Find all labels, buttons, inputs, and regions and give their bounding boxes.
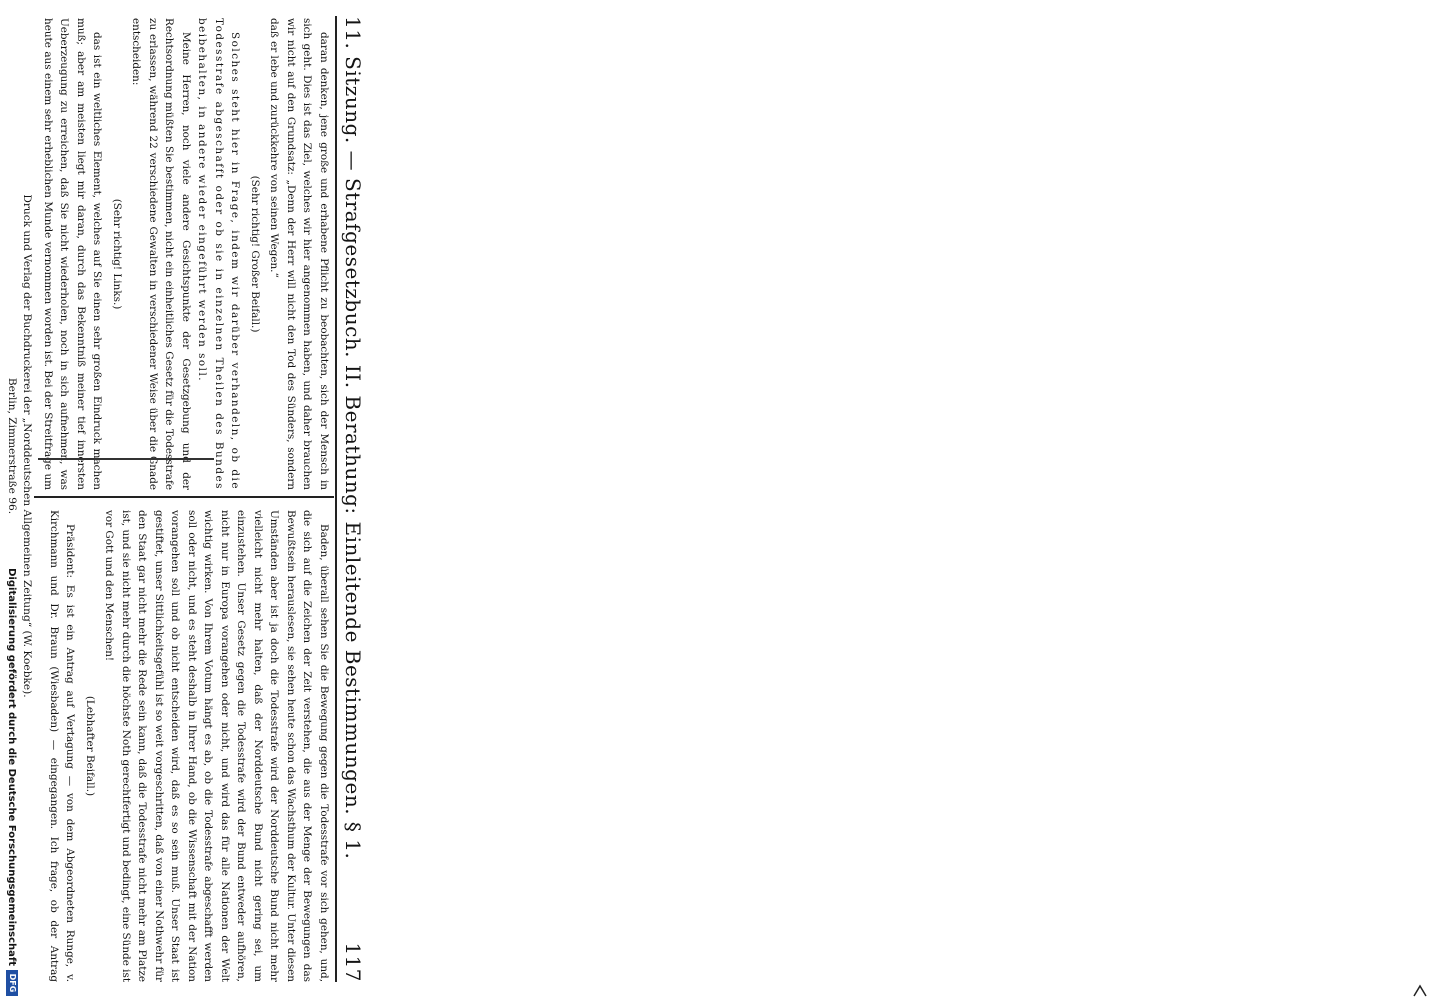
digitization-footer — [4, 16, 20, 996]
page-number: 117 — [341, 942, 365, 982]
interjection: (Lebhafter Beifall.) — [84, 695, 96, 797]
paragraph: Präsident: Es ist ein Antrag auf Vertagung — von dem Abgeordneten Runge, v. Kirchmann und Dr. Braun (Wiesbaden) — eingegangen. Ich frage, ob der Antrag — [48, 510, 77, 982]
imprint-line: Berlin, Zimmerstraße 96. — [6, 377, 18, 515]
paragraph: Solches steht hier in Frage, indem wir darüber verhandeln, ob die Todesstrafe abgeschafft oder ob sie in einzelnen Theilen des Bundes beibehalten, in andere wieder eingeführt werden soll. — [196, 18, 242, 490]
header-title: 11. Sitzung. — Strafgesetzbuch. II. Berathung: Einleitende Bestimmungen. § 1. — [341, 16, 365, 860]
imprint-line: Druck und Verlag der Buchdruckerei der „Norddeutschen Allgemeinen Zeitung“ (W. Koebke). — [21, 194, 33, 698]
paragraph: das ist ein weltliches Element, welches auf Sie einen sehr großen Eindruck machen muß; aber am meisten liegt mir daran, durch das Bekenntniß meiner tief innersten Ueberzeugung zu erreichen, daß Sie nicht wiederholen, noch in sich aufnehmen, was heute aus einem sehr erheblichen Munde vernommen worden ist. Bei der Streitfrage um — [42, 18, 104, 490]
scan-mark-icon — [1412, 982, 1428, 998]
paragraph: Baden, überall sehen Sie die Bewegung gegen die Todesstrafe vor sich gehen, und, die sich auf die Zeichen der Zeit verstehen, die aus der Menge der Bewegungen das Bewußtsein herauslesen, sie sehen heute schon das Wachsthum der Kultur. Unter diesen Umständen aber ist ja doch die Todesstrafe wird der Norddeutsche Bund nicht mehr vielleicht nicht mehr halten, daß der Norddeutsche Bund nicht gering sei, um einzustehen. Unser Gesetz gegen die Todesstrafe wird der Bund entweder aufhören, nicht nur in Europa vorangehen oder nicht, und wird das für alle Nationen der Welt wichtig wirken. Von Ihrem Votum hängt es ab, ob die Todesstrafe abgeschafft werden soll oder nicht, und es steht deshalb in Ihrer Hand, ob die Wissenschaft mit der Nation vorangehen soll und ob nicht entscheiden wird, daß es so sein muß. Unser Staat ist gestiftet, unser Sittlichkeitsgefühl ist so weit vorgeschritten, daß von einer Nothwehr für den Staat gar nicht mehr die Rede sein kann, daß die Todesstrafe nicht mehr am Platze ist, und sie nicht mehr durch die höchste Noth gerechtfertigt und bedingt, eine Sünde ist vor Gott und den Menschen! — [103, 510, 330, 982]
paragraph: Meine Herren, noch viele andere Gesichtspunkte der Gesetzgebung und der Rechtsordnung müßten Sie bestimmen, nicht ein einheitliches Gesetz für die Todesstrafe zu erlassen, während 22 verschiedene Gewalten in verschiedener Weise über die Gnade entscheiden: — [130, 18, 192, 490]
paragraph: daran denken, jene große und erhabene Pflicht zu beobachten, sich der Mensch in sich geht. Dies ist das Ziel, welches wir hier angenommen haben, und daher brauchen wir nicht auf den Grundsatz: „Denn der Herr will nicht den Tod des Sünders, sondern daß er lebe und zurückkehre von seinen Wegen.“ — [268, 18, 330, 490]
dfg-logo-icon: DFG — [6, 970, 18, 996]
interjection: (Sehr richtig! Links.) — [111, 198, 123, 310]
digitization-note: Digitalisierung gefördert durch die Deutsche Forschungsgemeinschaft — [6, 568, 18, 966]
end-rule — [38, 458, 214, 460]
left-column — [42, 18, 332, 490]
running-header — [341, 16, 367, 982]
interjection: (Sehr richtig! Großer Beifall.) — [249, 175, 261, 333]
header-rule — [335, 16, 337, 982]
column-divider — [34, 496, 334, 498]
right-column — [42, 510, 332, 982]
